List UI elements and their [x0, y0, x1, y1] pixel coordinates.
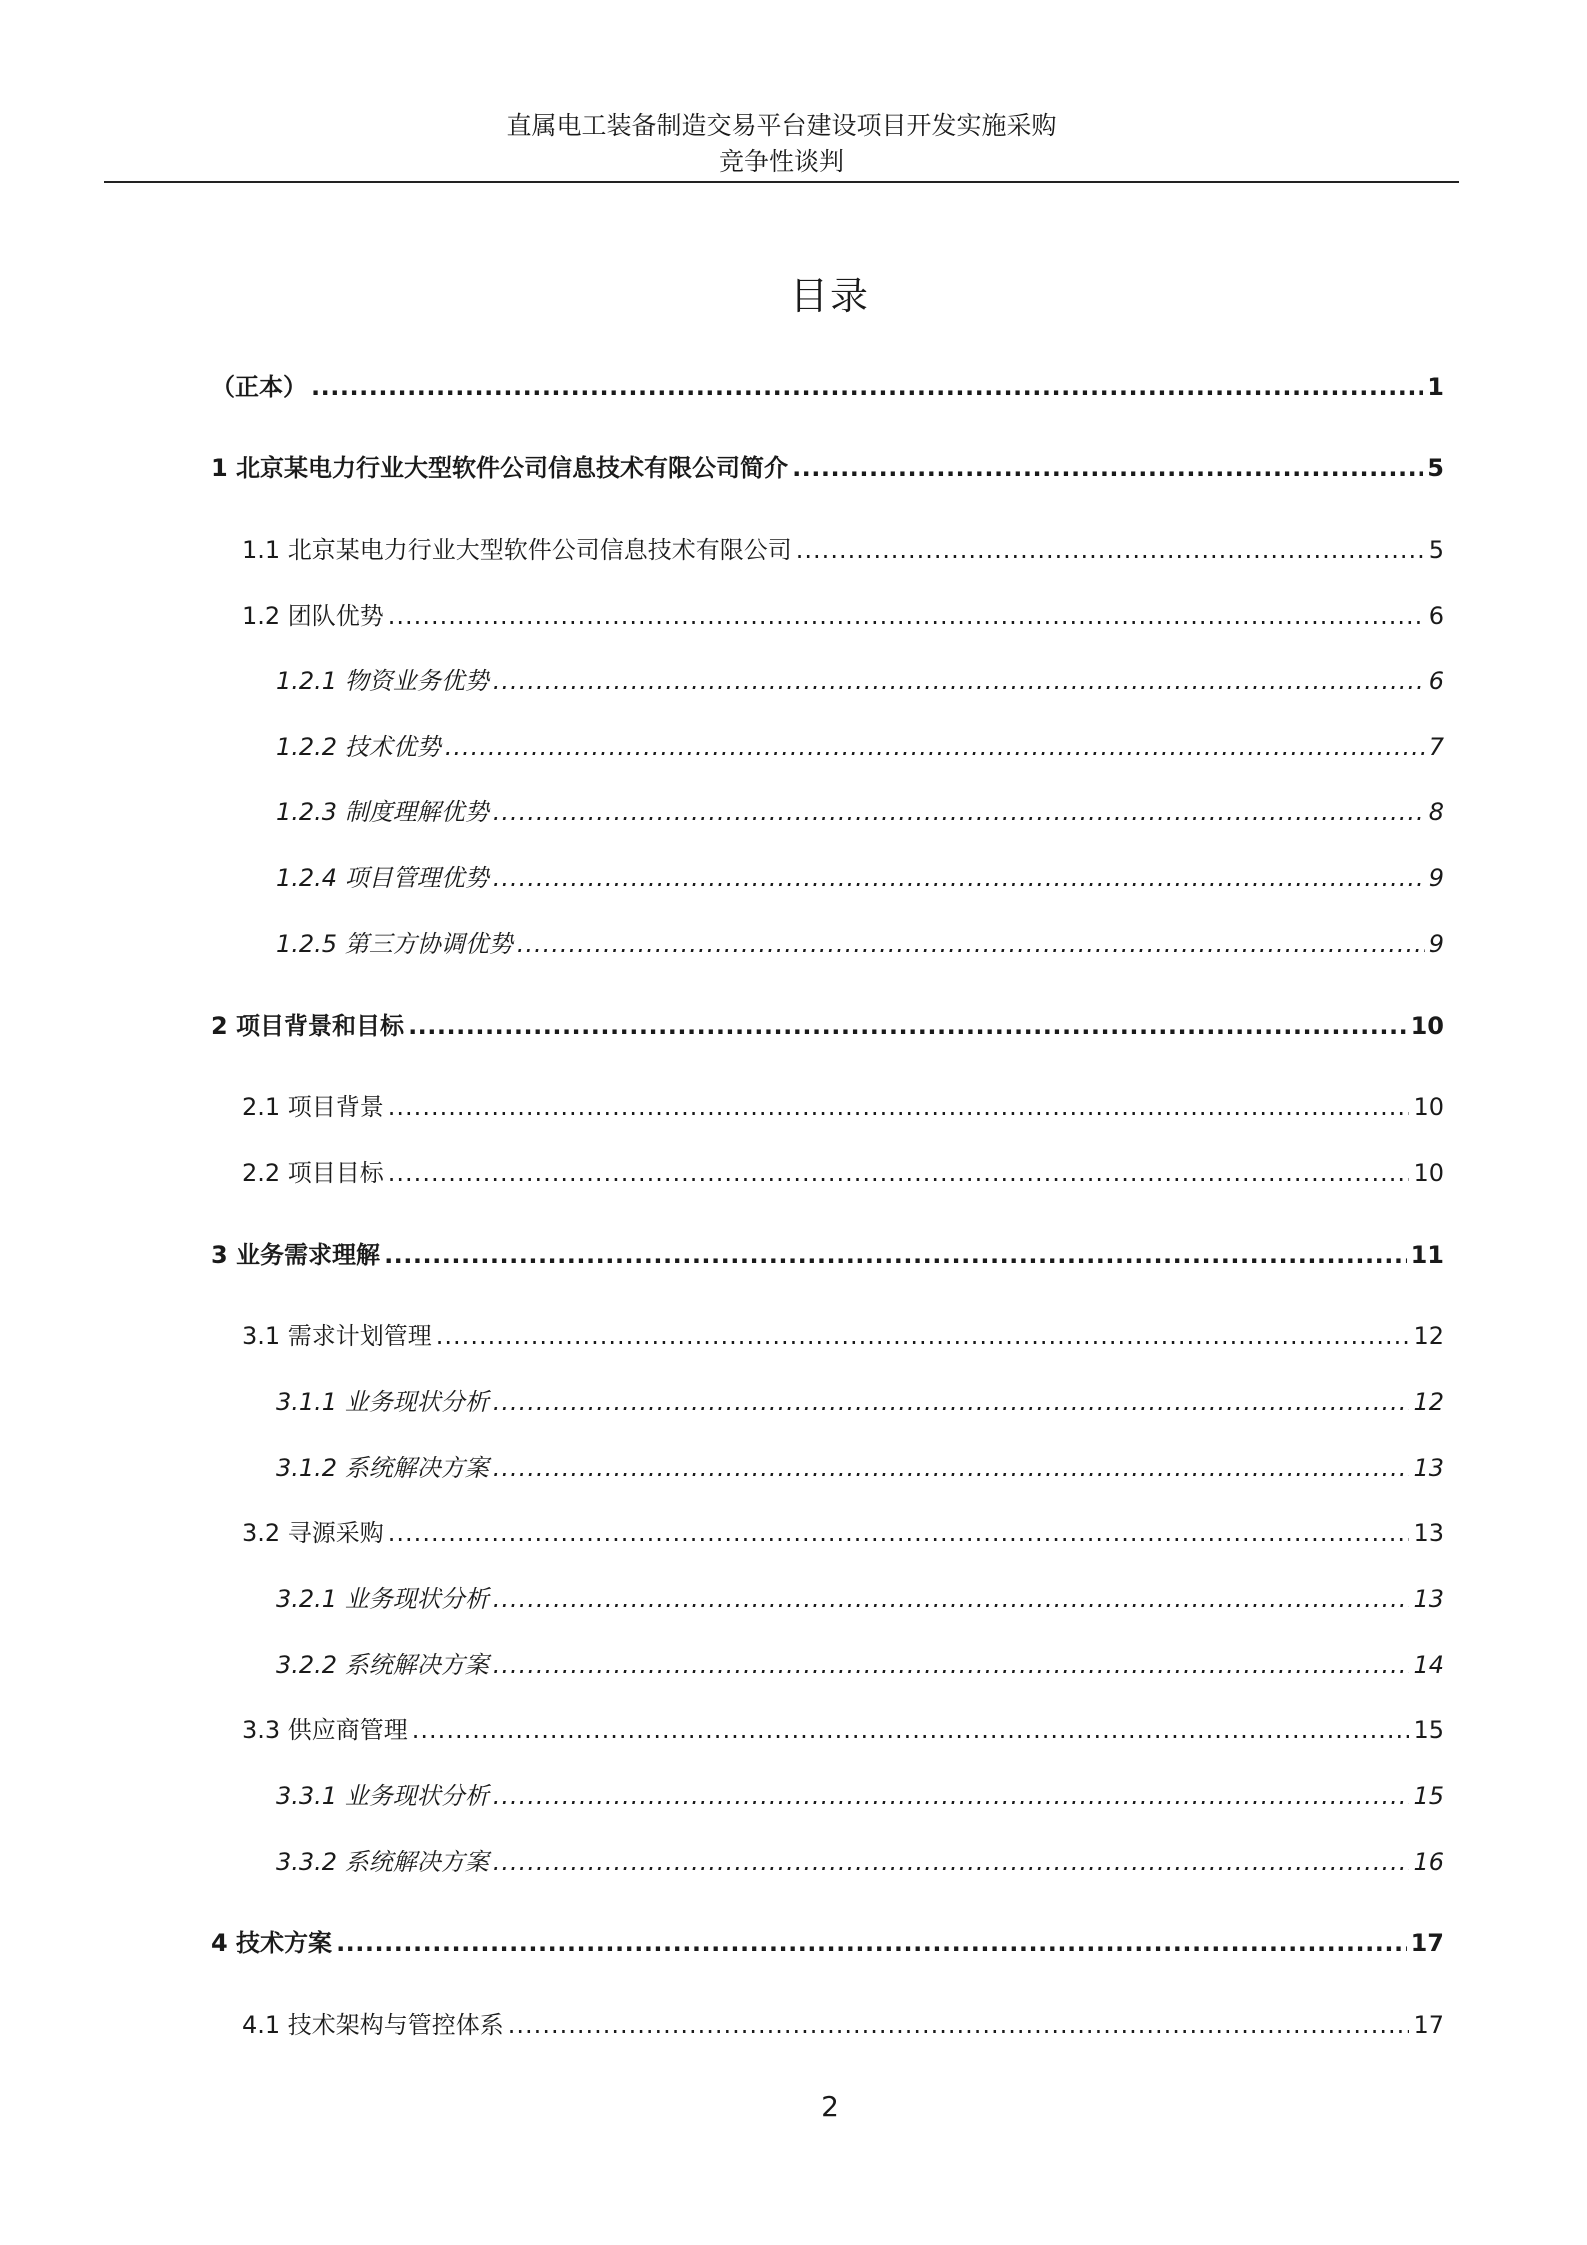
toc-entry-label: 3.1.1 业务现状分析: [276, 1388, 489, 1416]
toc-entry[interactable]: [276, 792, 1444, 832]
toc-entry-label: 1.2.5 第三方协调优势: [276, 930, 513, 958]
toc-entry-label: 2.1 项目背景: [242, 1093, 384, 1121]
toc-entry[interactable]: [276, 858, 1444, 898]
toc-entry[interactable]: [276, 1645, 1444, 1685]
toc-entry-page: 13: [1413, 1519, 1444, 1547]
toc-entry-label: 4 技术方案: [211, 1929, 333, 1957]
header-subtitle: 竞争性谈判: [718, 147, 844, 176]
toc-entry-label: 1.2.1 物资业务优势: [276, 667, 489, 695]
toc-leader: [408, 1006, 1407, 1046]
toc-entry-page: 7: [1428, 733, 1444, 761]
toc-entry[interactable]: [276, 924, 1444, 964]
toc-leader: [311, 367, 1423, 407]
toc-leader: [796, 530, 1425, 570]
toc-leader: [493, 1776, 1410, 1816]
toc-leader: [388, 1087, 1410, 1127]
toc-leader: [336, 1923, 1407, 1963]
toc-entry-page: 9: [1428, 930, 1444, 958]
toc-entry[interactable]: [242, 596, 1444, 636]
toc-entry-page: 12: [1413, 1388, 1444, 1416]
toc-leader: [436, 1316, 1410, 1356]
toc-entry[interactable]: [211, 1235, 1444, 1275]
toc-entry-page: 5: [1428, 536, 1444, 564]
toc-entry-page: 16: [1413, 1848, 1444, 1876]
toc-entry-label: 1.2.2 技术优势: [276, 733, 441, 761]
toc-entry-page: 13: [1413, 1585, 1444, 1613]
toc-entry-label: 1.1 北京某电力行业大型软件公司信息技术有限公司: [242, 536, 792, 564]
toc-entry[interactable]: [242, 530, 1444, 570]
toc-entry-page: 1: [1427, 373, 1444, 401]
header-title: 直属电工装备制造交易平台建设项目开发实施采购: [506, 111, 1057, 140]
toc-entry-page: 15: [1413, 1782, 1444, 1810]
toc-leader: [388, 596, 1425, 636]
toc-entry[interactable]: [242, 1087, 1444, 1127]
toc-leader: [412, 1710, 1410, 1750]
toc-entry[interactable]: [276, 1448, 1444, 1488]
toc-entry-page: 11: [1410, 1241, 1444, 1269]
toc-entry[interactable]: [276, 1842, 1444, 1882]
toc-entry[interactable]: [211, 1923, 1444, 1963]
toc-entry-page: 6: [1428, 667, 1444, 695]
toc-entry[interactable]: [242, 1153, 1444, 1193]
toc-entry-label: 3.1 需求计划管理: [242, 1322, 432, 1350]
toc-entry[interactable]: [242, 2005, 1444, 2045]
toc-entry-label: 3.1.2 系统解决方案: [276, 1454, 489, 1482]
toc-entry-page: 15: [1413, 1716, 1444, 1744]
toc-entry-page: 12: [1413, 1322, 1444, 1350]
toc-leader: [517, 924, 1425, 964]
toc-entry-page: 17: [1413, 2011, 1444, 2039]
toc-entry-label: 4.1 技术架构与管控体系: [242, 2011, 504, 2039]
toc-entry-label: 3.2.2 系统解决方案: [276, 1651, 489, 1679]
toc-entry[interactable]: [276, 1776, 1444, 1816]
toc-entry-label: 1 北京某电力行业大型软件公司信息技术有限公司简介: [211, 454, 789, 482]
toc-entry-page: 17: [1410, 1929, 1444, 1957]
toc-leader: [792, 448, 1423, 488]
toc-leader: [493, 792, 1425, 832]
page-number: 2: [821, 2090, 839, 2123]
toc-entry[interactable]: [276, 1382, 1444, 1422]
toc-entry[interactable]: [242, 1316, 1444, 1356]
toc-leader: [493, 1579, 1410, 1619]
toc-entry-label: 2 项目背景和目标: [211, 1012, 405, 1040]
toc-entry-label: 1.2.3 制度理解优势: [276, 798, 489, 826]
toc-entry-page: 10: [1413, 1093, 1444, 1121]
toc-heading: 目录: [789, 274, 870, 318]
toc-entry-page: 6: [1428, 602, 1444, 630]
toc-entry-label: 3.2.1 业务现状分析: [276, 1585, 489, 1613]
toc-entry[interactable]: [211, 448, 1444, 488]
toc-entry-page: 10: [1413, 1159, 1444, 1187]
toc-entry-label: 3.3.1 业务现状分析: [276, 1782, 489, 1810]
toc-entry[interactable]: [242, 1513, 1444, 1553]
toc-entry-label: 2.2 项目目标: [242, 1159, 384, 1187]
toc-entry[interactable]: [276, 727, 1444, 767]
toc-entry-label: 3 业务需求理解: [211, 1241, 381, 1269]
toc-leader: [384, 1235, 1407, 1275]
toc-entry-page: 10: [1410, 1012, 1444, 1040]
toc-entry[interactable]: [211, 367, 1444, 407]
toc-leader: [493, 1842, 1410, 1882]
toc-entry-label: 1.2.4 项目管理优势: [276, 864, 489, 892]
toc-entry-label: 3.2 寻源采购: [242, 1519, 384, 1547]
toc-leader: [493, 1448, 1410, 1488]
toc-leader: [493, 1382, 1410, 1422]
toc-entry[interactable]: [242, 1710, 1444, 1750]
toc-entry-label: （正本）: [211, 373, 307, 401]
toc-entry[interactable]: [211, 1006, 1444, 1046]
toc-leader: [493, 858, 1425, 898]
toc-entry-page: 9: [1428, 864, 1444, 892]
toc-entry-label: 3.3.2 系统解决方案: [276, 1848, 489, 1876]
toc-leader: [493, 661, 1425, 701]
toc-entry-page: 14: [1413, 1651, 1444, 1679]
toc-leader: [388, 1153, 1410, 1193]
toc-leader: [445, 727, 1425, 767]
toc-leader: [388, 1513, 1410, 1553]
toc-leader: [493, 1645, 1410, 1685]
toc-entry-page: 5: [1427, 454, 1444, 482]
toc-entry-page: 8: [1428, 798, 1444, 826]
toc-entry[interactable]: [276, 1579, 1444, 1619]
toc-entry-label: 1.2 团队优势: [242, 602, 384, 630]
toc-entry-page: 13: [1413, 1454, 1444, 1482]
toc-leader: [508, 2005, 1410, 2045]
toc-entry-label: 3.3 供应商管理: [242, 1716, 408, 1744]
toc-entry[interactable]: [276, 661, 1444, 701]
